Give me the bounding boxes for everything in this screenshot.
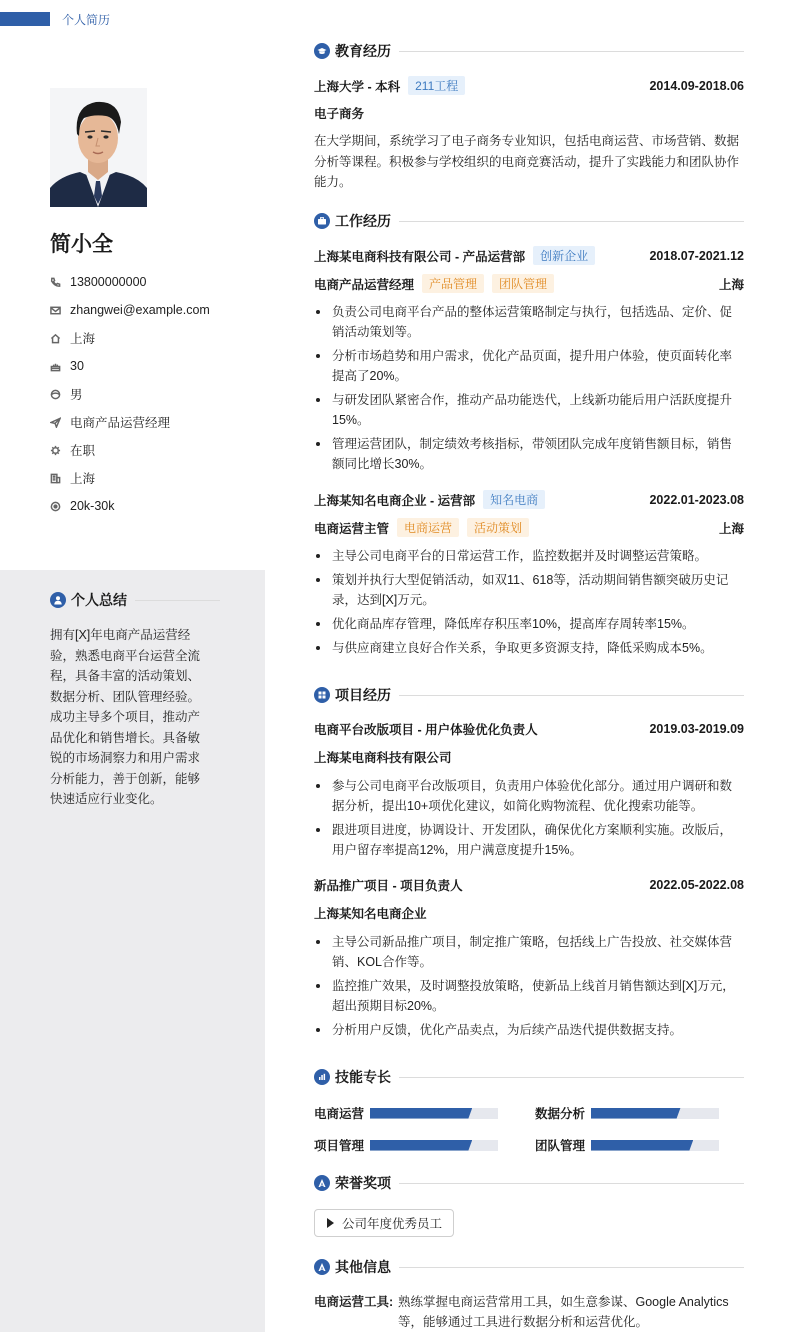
job-2-company-tag: 知名电商 [483,490,545,509]
list-item: 监控推广效果，及时调整投放策略，使新品上线首月销售额达到[X]万元，超出预期目标20%。 [314,976,744,1016]
graduation-cap-icon [314,43,330,59]
divider [399,1267,744,1268]
list-item: 策划并执行大型促销活动，如双11、618等，活动期间销售额突破历史记录，达到[X]万元。 [314,570,744,610]
info-row-salary [50,492,210,520]
major-row [314,104,744,122]
chart-icon [314,1069,330,1085]
mail-icon [50,305,70,316]
play-icon [327,1218,334,1228]
list-item: 管理运营团队，制定绩效考核指标，带领团队完成年度销售额目标，销售额同比增长30%。 [314,434,744,474]
skill-bar-fill [591,1140,693,1151]
project-1-company: 上海某电商科技有限公司 [314,751,452,765]
project-2-header [314,876,744,894]
job-1-position: 电商产品运营经理 [314,277,415,292]
user-icon [50,592,66,608]
job-2-bullets [314,546,744,662]
city-value: 上海 [70,472,96,486]
divider [399,1077,744,1078]
award-icon [314,1175,330,1191]
other-label: 电商运营工具: [314,1295,394,1309]
job-2-company: 上海某知名电商企业 - 运营部 [314,493,476,508]
job-2-date: 2022.01-2023.08 [649,492,744,507]
info-row-location [50,324,210,352]
header-accent-bar [0,12,50,26]
info-row-city [50,464,210,492]
job-1-tag-1: 产品管理 [422,274,484,293]
other-title: 其他信息 [335,1259,391,1275]
education-title: 教育经历 [335,43,391,59]
school-tag: 211工程 [408,76,465,95]
age-value: 30 [70,359,84,373]
salary-value: 20k-30k [70,499,115,513]
email-value: zhangwei@example.com [70,303,210,317]
skill-label: 电商运营 [314,1107,365,1121]
project-1-company-row [314,748,744,766]
job-1-header [314,246,744,265]
other-info-row [314,1292,744,1332]
job-1-date: 2018.07-2021.12 [649,248,744,263]
project-1-name: 电商平台改版项目 - 用户体验优化负责人 [314,723,538,737]
skill-item [314,1136,498,1154]
project-1-header [314,720,744,738]
info-icon [314,1259,330,1275]
avatar [50,88,147,207]
skill-item [535,1104,719,1122]
projects-section-header [314,685,744,705]
list-item: 主导公司电商平台的日常运营工作，监控数据并及时调整运营策略。 [314,546,744,566]
education-row [314,76,744,95]
gender-icon [50,389,70,400]
education-date: 2014.09-2018.06 [649,78,744,93]
other-text: 熟练掌握电商运营常用工具，如生意参谋、Google Analytics等，能够通过工具进行数据分析和运营优化。 [398,1295,729,1329]
skill-label: 数据分析 [535,1107,586,1121]
education-section-header [314,41,744,61]
project-2-company-row [314,904,744,922]
list-item: 主导公司新品推广项目，制定推广策略，包括线上广告投放、社交媒体营销、KOL合作等。 [314,932,744,972]
project-1-bullets [314,776,744,864]
divider [399,695,744,696]
skill-bar [370,1140,498,1151]
project-2-bullets [314,932,744,1044]
job-2-position: 电商运营主管 [314,521,390,536]
job-1-tag-2: 团队管理 [492,274,554,293]
divider [399,51,744,52]
skills-section-header [314,1067,744,1087]
job-1-company: 上海某电商科技有限公司 - 产品运营部 [314,249,526,264]
summary-title: 个人总结 [71,592,127,608]
summary-text: 拥有[X]年电商产品运营经验，熟悉电商平台运营全流程，具备丰富的活动策划、数据分析、团队管理经验。成功主导多个项目，推动产品优化和销售增长。具备敏锐的市场洞察力和用户需求分析能力，善于创新，能够快速适应行业变化。 [50,628,201,806]
skill-bar [591,1140,719,1151]
skill-bar-fill [370,1108,472,1119]
building-icon [50,473,70,484]
skill-bar [591,1108,719,1119]
gender-value: 男 [70,388,83,402]
work-title: 工作经历 [335,213,391,229]
list-item: 与研发团队紧密合作，推动产品功能迭代，上线新功能后用户活跃度提升15%。 [314,390,744,430]
job-1-city: 上海 [718,277,744,292]
info-row-email [50,296,210,324]
divider [135,600,220,601]
summary-section-header [50,590,220,610]
info-row-status [50,436,210,464]
page-title: 个人简历 [62,13,111,27]
status-value: 在职 [70,444,96,458]
list-item: 分析市场趋势和用户需求，优化产品页面，提升用户体验，使页面转化率提高了20%。 [314,346,744,386]
project-2-company: 上海某知名电商企业 [314,907,427,921]
work-section-header [314,211,744,231]
job-1-bullets [314,302,744,478]
job-1-position-row [314,274,744,293]
projects-title: 项目经历 [335,687,391,703]
info-row-position [50,408,210,436]
education-description: 在大学期间，系统学习了电子商务专业知识，包括电商运营、市场营销、数据分析等课程。积极参与学校组织的电商竞赛活动，提升了实践能力和团队协作能力。 [314,134,740,189]
list-item: 跟进项目进度，协调设计、开发团队，确保优化方案顺利实施。改版后，用户留存率提高12%，用户满意度提升15%。 [314,820,744,860]
school-name: 上海大学 - 本科 [314,79,401,94]
award-label: 公司年度优秀员工 [342,1217,443,1231]
status-icon [50,445,70,456]
job-2-header [314,490,744,509]
list-item: 优化商品库存管理，降低库存积压率10%，提高库存周转率15%。 [314,614,744,634]
list-item: 负责公司电商平台产品的整体运营策略制定与执行，包括选品、定价、促销活动策划等。 [314,302,744,342]
send-icon [50,417,70,428]
list-item: 分析用户反馈，优化产品卖点，为后续产品迭代提供数据支持。 [314,1020,744,1040]
divider [399,1183,744,1184]
project-1-date: 2019.03-2019.09 [649,722,744,736]
major-name: 电子商务 [314,107,365,121]
award-item [314,1209,454,1237]
list-item: 参与公司电商平台改版项目，负责用户体验优化部分。通过用户调研和数据分析，提出10+项优化建议，如简化购物流程、优化搜索功能等。 [314,776,744,816]
grid-icon [314,687,330,703]
skill-bar-fill [591,1108,681,1119]
project-2-name: 新品推广项目 - 项目负责人 [314,879,463,893]
skills-title: 技能专长 [335,1069,391,1085]
skill-item [535,1136,719,1154]
job-2-position-row [314,518,744,537]
skill-bar [370,1108,498,1119]
skill-bar-fill [370,1140,472,1151]
info-row-age [50,352,210,380]
info-row-phone [50,268,210,296]
briefcase-icon [314,213,330,229]
contact-info-list [50,268,210,520]
phone-value: 13800000000 [70,275,147,289]
phone-icon [50,277,70,288]
job-2-tag-1: 电商运营 [397,518,459,537]
other-section-header [314,1257,744,1277]
position-value: 电商产品运营经理 [70,416,171,430]
profile-name: 简小全 [50,233,113,256]
list-item: 与供应商建立良好合作关系，争取更多资源支持，降低采购成本5%。 [314,638,744,658]
awards-section-header [314,1173,744,1193]
job-2-tag-2: 活动策划 [467,518,529,537]
divider [399,221,744,222]
skill-label: 项目管理 [314,1139,365,1153]
cake-icon [50,361,70,372]
awards-title: 荣誉奖项 [335,1175,391,1191]
skill-item [314,1104,498,1122]
skill-label: 团队管理 [535,1139,586,1153]
project-2-date: 2022.05-2022.08 [649,878,744,892]
info-row-gender [50,380,210,408]
job-2-city: 上海 [718,521,744,536]
location-value: 上海 [70,332,96,346]
job-1-company-tag: 创新企业 [533,246,595,265]
salary-icon [50,501,70,512]
home-icon [50,333,70,344]
